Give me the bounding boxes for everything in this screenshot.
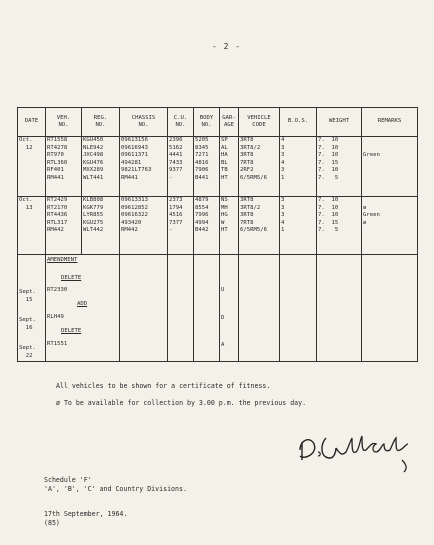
cell-cu: 2396 5162 4441 7433 9377 - [168,137,194,197]
cell-garage: NS MH HG W HT [220,197,239,255]
add-label: ADD [77,300,88,307]
table-row [18,197,418,255]
table-row-amendment [18,255,418,362]
cell-weight: 7. 10 7. 10 7. 10 7. 15 7. 10 7. 5 [317,137,362,197]
cell-bos: 4 3 3 4 3 1 [280,137,317,197]
cell-veh: RT1558 RT4278 RT970 RTL360 RF401 RM441 [46,137,82,197]
header-remarks: REMARKS [362,108,418,137]
fitness-note: All vehicles to be shown for a certificate of fitness. [56,382,271,390]
cell-date: Oct. 12 [18,137,46,197]
cell-date: Oct. 13 [18,197,46,255]
cell-body: 5205 8345 7271 4816 7906 B441 [194,137,220,197]
handwritten-signature [292,430,422,474]
schedule-label: Schedule 'F' [44,476,92,484]
cell-code: 3RT8 3RT8/2 3RT8 7RT8 6/5RM5/6 [239,197,280,255]
reference-number: (85) [44,519,60,527]
cell-remarks: Green [362,137,418,197]
amendment-date: Sept. 22 [19,345,36,359]
header-reg-no: REG. NO. [82,108,120,137]
amendment-date: Sept. 15 [19,289,36,303]
cell-body: 4879 8554 7996 4994 B442 [194,197,220,255]
amendment-garage: D [221,314,225,321]
cell-amendment-details [46,255,120,362]
amendment-date: Sept. 16 [19,317,36,331]
cell-amendment-dates [18,255,46,362]
amendment-garage: A [221,342,225,348]
header-body-no: BODY NO. [194,108,220,137]
cell-bos: 3 3 3 4 1 [280,197,317,255]
cell-garage: SP AL HA BL TB HT [220,137,239,197]
page-number: - 2 - [212,42,242,51]
deleted-vehicle: RT1551 [47,341,68,347]
cell-code: 3RT8 3RT8/2 3RT8 7RT8 2RF2 6/5RM5/6 [239,137,280,197]
cell-reg: KGU450 NLE942 JXC498 KGU476 MXX289 WLT441 [82,137,120,197]
cell-veh: RT2429 RT2170 RT4436 RTL317 RM442 [46,197,82,255]
added-vehicle: RLH49 [47,314,64,320]
header-chassis-no: CHASSIS NO. [120,108,168,137]
cell-amendment-garages [220,255,239,362]
cell-reg: KLB808 KGK779 LYR855 KGU275 WLT442 [82,197,120,255]
header-bos: B.O.S. [280,108,317,137]
delete-label: DELETE [61,327,82,334]
cell-weight: 7. 10 7. 10 7. 10 7. 15 7. 5 [317,197,362,255]
delete-label: DELETE [61,274,82,281]
header-row [18,108,418,137]
cell-cu: 2373 1794 4516 7377 - [168,197,194,255]
header-weight: WEIGHT [317,108,362,137]
header-date: DATE [18,108,46,137]
amendment-heading: AMENDMENT [47,257,78,263]
amendment-garage: U [221,287,225,293]
deleted-vehicle: RT2330 [47,287,68,293]
header-cu-no: C.U. NO. [168,108,194,137]
header-vehicle-code: VEHICLE CODE [239,108,280,137]
table-row [18,137,418,197]
cell-chassis: 09613313 09612852 09616322 493420 RM442 [120,197,168,255]
cell-remarks: ø Green ø [362,197,418,255]
cell-chassis: 09613156 09616943 09611371 494281 9821LT763 RM441 [120,137,168,197]
vehicle-schedule-table [17,107,418,362]
collection-note: ø To be available for collection by 3.00 p.m. the previous day. [56,399,307,407]
header-garage: GAR- AGE [220,108,239,137]
document-date: 17th September, 1964. [44,510,128,518]
divisions-line: 'A', 'B', 'C' and Country Divisions. [44,485,187,493]
header-veh-no: VEH. NO. [46,108,82,137]
